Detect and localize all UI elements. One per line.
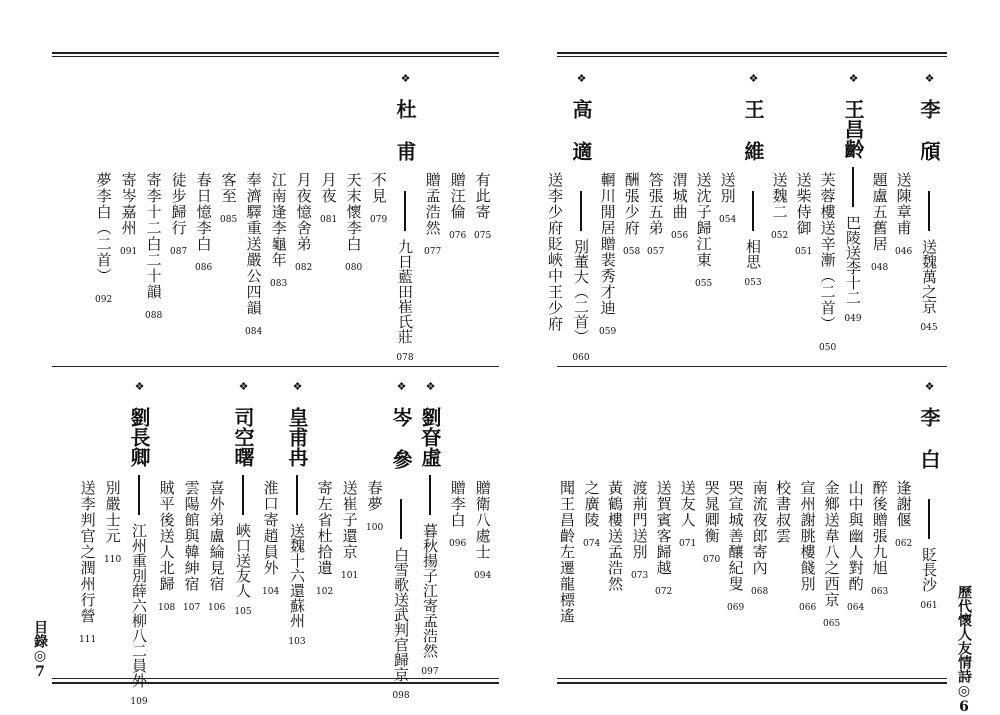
poem-title: 送崔子還京 xyxy=(340,480,359,560)
page-number: 075 xyxy=(474,231,492,241)
toc-entry xyxy=(703,480,720,565)
toc-entry xyxy=(871,480,888,597)
toc-entry xyxy=(655,480,672,597)
poem-title: 輞川閒居贈裴秀才迪 xyxy=(598,172,617,316)
toc-entry xyxy=(345,172,362,273)
poem-title: 黃鶴樓送孟浩然 xyxy=(606,480,624,592)
toc-entry xyxy=(727,480,744,613)
toc-entry xyxy=(871,172,888,273)
poem-title: 送沈子歸江東 xyxy=(694,172,713,268)
author-name: 王昌齡 xyxy=(841,99,865,159)
poem-title: 渭城曲 xyxy=(670,172,689,220)
author-heading xyxy=(391,380,411,701)
left-page-label: 目錄◎7 xyxy=(32,620,48,680)
author-name: 劉眘虛 xyxy=(418,407,442,467)
toc-entry xyxy=(449,480,466,549)
page-number: 080 xyxy=(345,263,363,273)
author-heading xyxy=(129,380,149,707)
page-number: 077 xyxy=(424,247,442,257)
diamond-icon: ❖ xyxy=(395,380,408,393)
page-number: 069 xyxy=(727,603,745,613)
author-heading xyxy=(843,72,863,324)
toc-entry xyxy=(647,172,664,257)
diamond-icon: ❖ xyxy=(133,380,146,393)
poem-title: 暮秋揚子江寄孟浩然 xyxy=(421,523,439,658)
poem-title: 送李少府貶峽中王少府 xyxy=(546,172,564,332)
page-number: 106 xyxy=(208,603,226,613)
author-name: 李白 xyxy=(917,407,941,491)
page-number: 100 xyxy=(366,523,384,533)
page-number: 073 xyxy=(631,571,649,581)
toc-entry xyxy=(449,172,466,241)
diamond-icon: ❖ xyxy=(575,72,588,85)
author-name: 司空曙 xyxy=(231,407,255,467)
poem-title: 送李判官之潤州行營 xyxy=(78,480,97,624)
author-heading xyxy=(919,72,939,333)
poem-title: 客至 xyxy=(219,172,238,204)
page-number: 051 xyxy=(795,247,813,257)
poem-title: 宣州謝朓樓餞別 xyxy=(798,480,817,592)
poem-title: 喜外弟盧綸見宿 xyxy=(207,480,226,592)
poem-title: 送柴侍御 xyxy=(794,172,813,236)
poem-title: 送賀賓客歸越 xyxy=(654,480,673,576)
toc-entry xyxy=(320,172,337,225)
poem-title: 有此寄 xyxy=(473,172,492,220)
page-number: 071 xyxy=(679,539,697,549)
top-rule-right-thin xyxy=(557,56,947,57)
toc-entry xyxy=(771,172,788,241)
toc-entry xyxy=(583,480,600,549)
author-heading xyxy=(420,380,440,677)
poem-title: 賊平後送人北歸 xyxy=(157,480,176,592)
page-number: 108 xyxy=(158,603,176,613)
page-number: 101 xyxy=(341,571,359,581)
page-number: 096 xyxy=(449,539,467,549)
page-number: 064 xyxy=(847,603,865,613)
page-number: 074 xyxy=(583,539,601,549)
toc-entry xyxy=(145,172,162,321)
poem-title: 送魏二 xyxy=(770,172,789,220)
page-number: 103 xyxy=(288,637,306,647)
page-number: 097 xyxy=(421,667,439,677)
poem-title: 月夜 xyxy=(319,172,338,204)
author-name: 岑參 xyxy=(389,407,413,491)
toc-entry xyxy=(170,172,187,257)
toc-entry xyxy=(799,480,816,613)
toc-entry xyxy=(120,172,137,257)
poem-title: 送友人 xyxy=(678,480,697,528)
toc-entry xyxy=(220,172,237,225)
page-number: 087 xyxy=(170,247,188,257)
top-rule-left-thin xyxy=(52,56,499,57)
page-number: 063 xyxy=(871,587,889,597)
poem-title: 贈衛八處士 xyxy=(473,480,492,560)
toc-entry xyxy=(208,480,225,613)
toc-entry xyxy=(599,172,616,337)
toc-entry xyxy=(775,480,791,544)
em-dash xyxy=(296,475,298,515)
poem-title: 南流夜郎寄內 xyxy=(750,480,769,576)
mid-rule-right xyxy=(557,366,947,367)
author-heading xyxy=(395,72,415,363)
page-number: 065 xyxy=(823,619,841,629)
page-number: 098 xyxy=(392,691,410,701)
page-number: 052 xyxy=(771,231,789,241)
author-name: 皇甫冉 xyxy=(285,407,309,467)
toc-entry xyxy=(547,172,563,332)
page-number: 061 xyxy=(920,601,938,611)
right-page-label: 歷代懷人友情詩◎6 xyxy=(956,585,972,715)
poem-title: 贈李白 xyxy=(448,480,467,528)
page-number: 055 xyxy=(695,279,713,289)
author-name: 李頎 xyxy=(917,99,941,183)
poem-title: 送陳章甫 xyxy=(894,172,913,236)
page-number: 054 xyxy=(719,215,737,225)
author-heading xyxy=(919,380,939,611)
page-number: 045 xyxy=(920,323,938,333)
page-number: 076 xyxy=(449,231,467,241)
top-rule-right xyxy=(557,52,947,54)
poem-title: 送魏十六還蘇州 xyxy=(288,523,306,628)
poem-title: 相思 xyxy=(744,239,762,269)
poem-title: 徒步歸行 xyxy=(169,172,188,236)
author-heading xyxy=(233,380,253,617)
author-name: 高適 xyxy=(569,99,593,183)
page-number: 084 xyxy=(245,327,263,337)
poem-title: 醉後贈張九旭 xyxy=(870,480,889,576)
author-heading xyxy=(287,380,307,647)
page-number: 058 xyxy=(623,247,641,257)
poem-title: 渡荊門送別 xyxy=(630,480,649,560)
toc-entry xyxy=(559,480,575,624)
poem-title: 峽口送友人 xyxy=(234,523,252,598)
page-number: 070 xyxy=(703,555,721,565)
diamond-icon: ❖ xyxy=(291,380,304,393)
top-rule-left xyxy=(52,52,499,54)
page-number: 092 xyxy=(95,295,113,305)
em-dash xyxy=(928,191,930,231)
poem-title: 夢李白（二首） xyxy=(94,172,113,284)
page-number: 091 xyxy=(120,247,138,257)
bottom-rule-right xyxy=(557,682,947,684)
page-number: 078 xyxy=(396,353,414,363)
poem-title: 贈孟浩然 xyxy=(423,172,442,236)
toc-entry xyxy=(623,172,640,257)
toc-entry xyxy=(158,480,175,613)
poem-title: 雲陽館與韓紳宿 xyxy=(182,480,201,592)
page-number: 050 xyxy=(819,343,837,353)
toc-entry xyxy=(183,480,200,613)
poem-title: 聞王昌齡左遷龍標遙 xyxy=(558,480,576,624)
toc-entry xyxy=(679,480,696,549)
page-number: 085 xyxy=(220,215,238,225)
toc-entry xyxy=(424,172,441,257)
page-number: 105 xyxy=(234,607,252,617)
left-bottom-block xyxy=(52,380,499,707)
poem-title: 淮口寄趙員外 xyxy=(261,480,280,576)
author-name: 王維 xyxy=(741,99,765,183)
poem-title: 酬張少府 xyxy=(622,172,641,236)
page-number: 081 xyxy=(320,215,338,225)
poem-title: 別嚴士元 xyxy=(103,480,122,544)
diamond-icon: ❖ xyxy=(923,380,936,393)
diamond-icon: ❖ xyxy=(424,380,437,393)
poem-title: 江南逢李龜年 xyxy=(269,172,288,268)
page-number: 110 xyxy=(104,555,122,565)
toc-entry xyxy=(607,480,623,592)
em-dash xyxy=(752,191,754,231)
poem-title: 天末懷李白 xyxy=(344,172,363,252)
page-number: 072 xyxy=(655,587,673,597)
page-number: 057 xyxy=(647,247,665,257)
mid-rule-left xyxy=(52,366,499,367)
right-bottom-block xyxy=(557,380,947,670)
page-number: 046 xyxy=(895,247,913,257)
em-dash xyxy=(928,499,930,539)
page-number: 082 xyxy=(295,263,313,273)
toc-entry xyxy=(751,480,768,597)
toc-entry xyxy=(671,172,688,241)
page-number: 066 xyxy=(799,603,817,613)
toc-entry xyxy=(631,480,648,581)
toc-entry xyxy=(245,172,262,337)
toc-entry xyxy=(823,480,840,629)
diamond-icon: ❖ xyxy=(399,72,412,85)
bottom-rule-left xyxy=(52,682,499,684)
em-dash xyxy=(404,191,406,231)
toc-entry xyxy=(847,480,864,613)
toc-entry xyxy=(262,480,279,597)
page-number: 111 xyxy=(79,635,97,645)
diamond-icon: ❖ xyxy=(847,72,860,85)
page-number: 086 xyxy=(195,263,213,273)
toc-entry xyxy=(270,172,287,289)
poem-title: 金鄉送韋八之西京 xyxy=(822,480,841,608)
diamond-icon: ❖ xyxy=(237,380,250,393)
toc-entry xyxy=(366,480,383,533)
page-number: 083 xyxy=(270,279,288,289)
author-heading xyxy=(571,72,591,363)
page-number: 107 xyxy=(183,603,201,613)
page-number: 059 xyxy=(599,327,617,337)
poem-title: 巴陵送李十二 xyxy=(844,215,862,305)
poem-title: 山中與幽人對酌 xyxy=(846,480,865,592)
author-name: 杜甫 xyxy=(393,99,417,183)
toc-entry xyxy=(341,480,358,581)
poem-title: 贈汪倫 xyxy=(448,172,467,220)
poem-title: 寄左省杜拾遺 xyxy=(315,480,334,576)
em-dash xyxy=(429,475,431,515)
toc-entry xyxy=(719,172,736,225)
poem-title: 不見 xyxy=(369,172,388,204)
poem-title: 奉濟驛重送嚴公四韻 xyxy=(244,172,263,316)
right-top-block xyxy=(546,72,947,363)
diamond-icon: ❖ xyxy=(923,72,936,85)
page-number: 049 xyxy=(844,314,862,324)
poem-title: 逢謝偃 xyxy=(894,480,913,528)
bottom-rule-right-thin xyxy=(557,678,947,679)
page-number: 060 xyxy=(572,353,590,363)
toc-entry xyxy=(895,480,912,549)
author-name: 劉長卿 xyxy=(127,407,151,467)
toc-entry xyxy=(370,172,387,225)
poem-title: 送別 xyxy=(718,172,737,204)
toc-entry xyxy=(95,172,112,305)
poem-title: 別董大（二首） xyxy=(572,239,590,344)
toc-entry xyxy=(474,480,491,581)
bottom-rule-left-thin xyxy=(52,678,499,679)
em-dash xyxy=(242,475,244,515)
em-dash xyxy=(138,475,140,515)
toc-entry xyxy=(295,172,312,273)
toc-entry xyxy=(895,172,912,257)
page-number: 056 xyxy=(671,231,689,241)
poem-title: 寄岑嘉州 xyxy=(119,172,138,236)
toc-entry xyxy=(79,480,96,645)
toc-entry xyxy=(316,480,333,597)
poem-title: 九日藍田崔氏莊 xyxy=(396,239,414,344)
poem-title: 送魏萬之京 xyxy=(920,239,938,314)
toc-entry xyxy=(474,172,491,241)
poem-title: 哭晁卿衡 xyxy=(702,480,721,544)
poem-title: 江州重別薛六柳八二員外 xyxy=(130,523,148,688)
page-number: 109 xyxy=(130,697,148,707)
toc-entry xyxy=(695,172,712,289)
page-number: 102 xyxy=(316,587,334,597)
left-top-block xyxy=(52,72,499,362)
diamond-icon: ❖ xyxy=(747,72,760,85)
poem-title: 白雪歌送武判官歸京 xyxy=(392,547,410,682)
toc-entry xyxy=(819,172,836,353)
poem-title: 芙蓉樓送辛漸（二首） xyxy=(818,172,837,332)
poem-title: 春日憶李白 xyxy=(194,172,213,252)
em-dash xyxy=(400,499,402,539)
em-dash xyxy=(580,191,582,231)
page-number: 079 xyxy=(370,215,388,225)
poem-title: 之廣陵 xyxy=(582,480,601,528)
page-number: 048 xyxy=(871,263,889,273)
poem-title: 答張五弟 xyxy=(646,172,665,236)
poem-title: 貶長沙 xyxy=(920,547,938,592)
toc-entry xyxy=(795,172,812,257)
poem-title: 春夢 xyxy=(365,480,384,512)
page-number: 088 xyxy=(145,311,163,321)
poem-title: 校書叔雲 xyxy=(774,480,792,544)
poem-title: 月夜憶舍弟 xyxy=(294,172,313,252)
toc-entry xyxy=(195,172,212,273)
toc-entry xyxy=(104,480,121,565)
em-dash xyxy=(852,167,854,207)
page-number: 062 xyxy=(895,539,913,549)
author-heading xyxy=(743,72,763,288)
page-number: 068 xyxy=(751,587,769,597)
poem-title: 哭宣城善釀紀叟 xyxy=(726,480,745,592)
poem-title: 寄李十二白二十韻 xyxy=(144,172,163,300)
page-number: 094 xyxy=(474,571,492,581)
page-number: 104 xyxy=(262,587,280,597)
poem-title: 題盧五舊居 xyxy=(870,172,889,252)
page-number: 053 xyxy=(744,278,762,288)
